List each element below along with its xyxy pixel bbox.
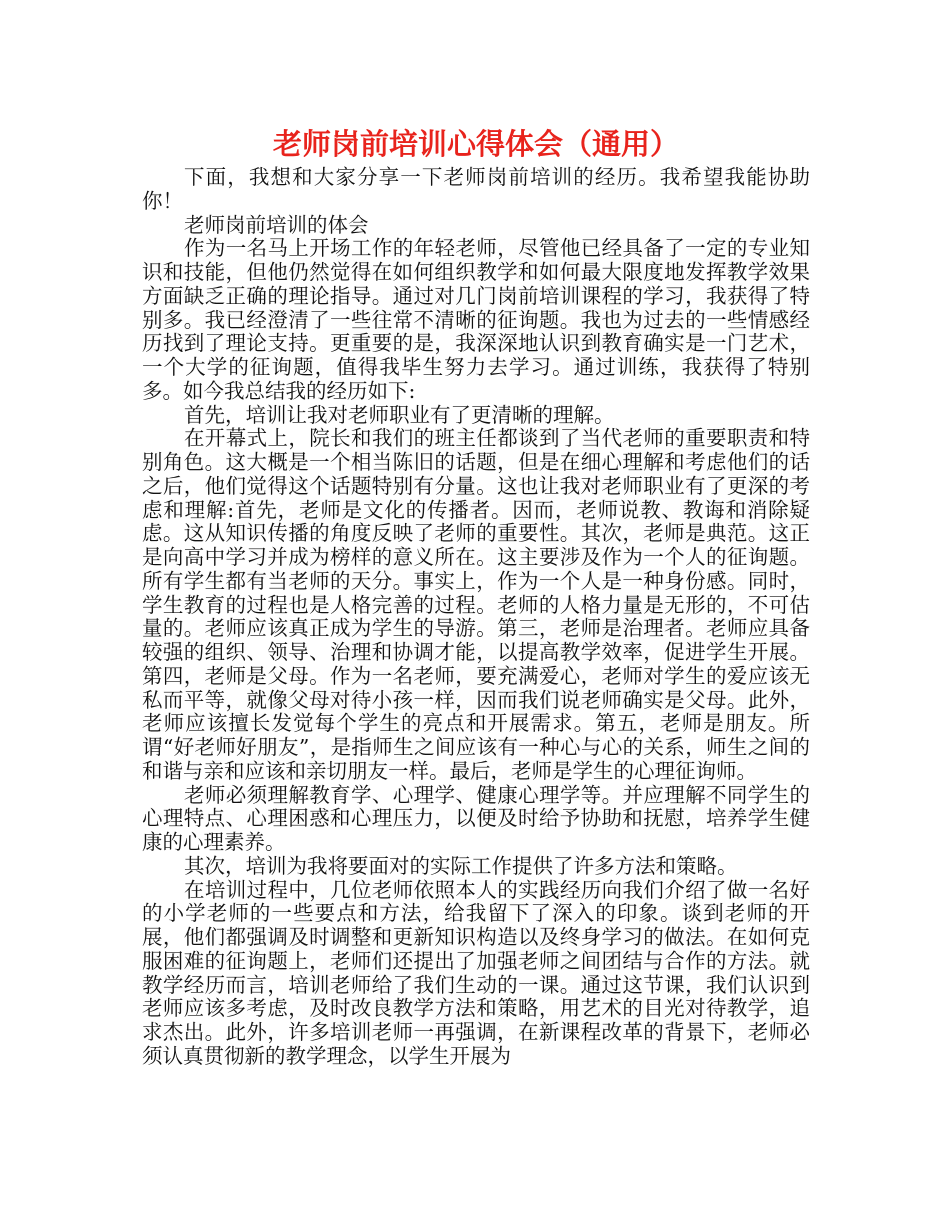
paragraph: 在培训过程中，几位老师依照本人的实践经历向我们介绍了做一名好的小学老师的一些要点和方法，给我留下了深入的印象。谈到老师的开展，他们都强调及时调整和更新知识构造以及终身学习的做法。在如何克服困难的征询题上，老师们还提出了加强老师之间团结与合作的方法。就教学经历而言，培训老师给了我们生动的一课。通过这节课，我们认识到老师应该多考虑，及时改良教学方法和策略，用艺术的目光对待教学，追求杰出。此外，许多培训老师一再强调，在新课程改革的背景下，老师必须认真贯彻新的教学理念，以学生开展为 — [142, 877, 810, 1068]
paragraph: 首先，培训让我对老师职业有了更清晰的理解。 — [184, 402, 615, 427]
paragraph: 作为一名马上开场工作的年轻老师，尽管他已经具备了一定的专业知识和技能，但他仍然觉得在如何组织教学和如何最大限度地发挥教学效果方面缺乏正确的理论指导。通过对几门岗前培训课程的学习，我获得了特别多。我已经澄清了一些往常不清晰的征询题。我也为过去的一些情感经历找到了理论支持。更重要的是，我深深地认识到教育确实是一门艺术，一个大学的征询题，值得我毕生努力去学习。通过训练，我获得了特别多。如今我总结我的经历如下: — [142, 236, 810, 403]
paragraph: 老师必须理解教育学、心理学、健康心理学等。并应理解不同学生的心理特点、心理困惑和心理压力，以便及时给予协助和抚慰，培养学生健康的心理素养。 — [142, 782, 810, 854]
section-heading: 老师岗前培训的体会 — [184, 212, 369, 237]
document-body — [142, 166, 810, 1069]
paragraph: 其次，培训为我将要面对的实际工作提供了许多方法和策略。 — [184, 853, 738, 878]
paragraph-intro: 下面，我想和大家分享一下老师岗前培训的经历。我希望我能协助你！ — [142, 165, 810, 213]
document-page — [142, 122, 810, 1069]
paragraph: 在开幕式上，院长和我们的班主任都谈到了当代老师的重要职责和特别角色。这大概是一个相当陈旧的话题，但是在细心理解和考虑他们的话之后，他们觉得这个话题特别有分量。这也让我对老师职业有了更深的考虑和理解:首先，老师是文化的传播者。因而，老师说教、教诲和消除疑虑。这从知识传播的角度反映了老师的重要性。其次，老师是典范。这正是向高中学习并成为榜样的意义所在。这主要涉及作为一个人的征询题。所有学生都有当老师的天分。事实上，作为一个人是一种身份感。同时，学生教育的过程也是人格完善的过程。老师的人格力量是无形的，不可估量的。老师应该真正成为学生的导游。第三，老师是治理者。老师应具备较强的组织、领导、治理和协调才能，以提高教学效率，促进学生开展。第四，老师是父母。作为一名老师，要充满爱心，老师对学生的爱应该无私而平等，就像父母对待小孩一样，因而我们说老师确实是父母。此外，老师应该擅长发觉每个学生的亮点和开展需求。第五，老师是朋友。所谓“好老师好朋友”，是指师生之间应该有一种心与心的关系，师生之间的和谐与亲和应该和亲切朋友一样。最后，老师是学生的心理征询师。 — [142, 426, 810, 783]
document-title: 老师岗前培训心得体会（通用） — [272, 127, 679, 161]
